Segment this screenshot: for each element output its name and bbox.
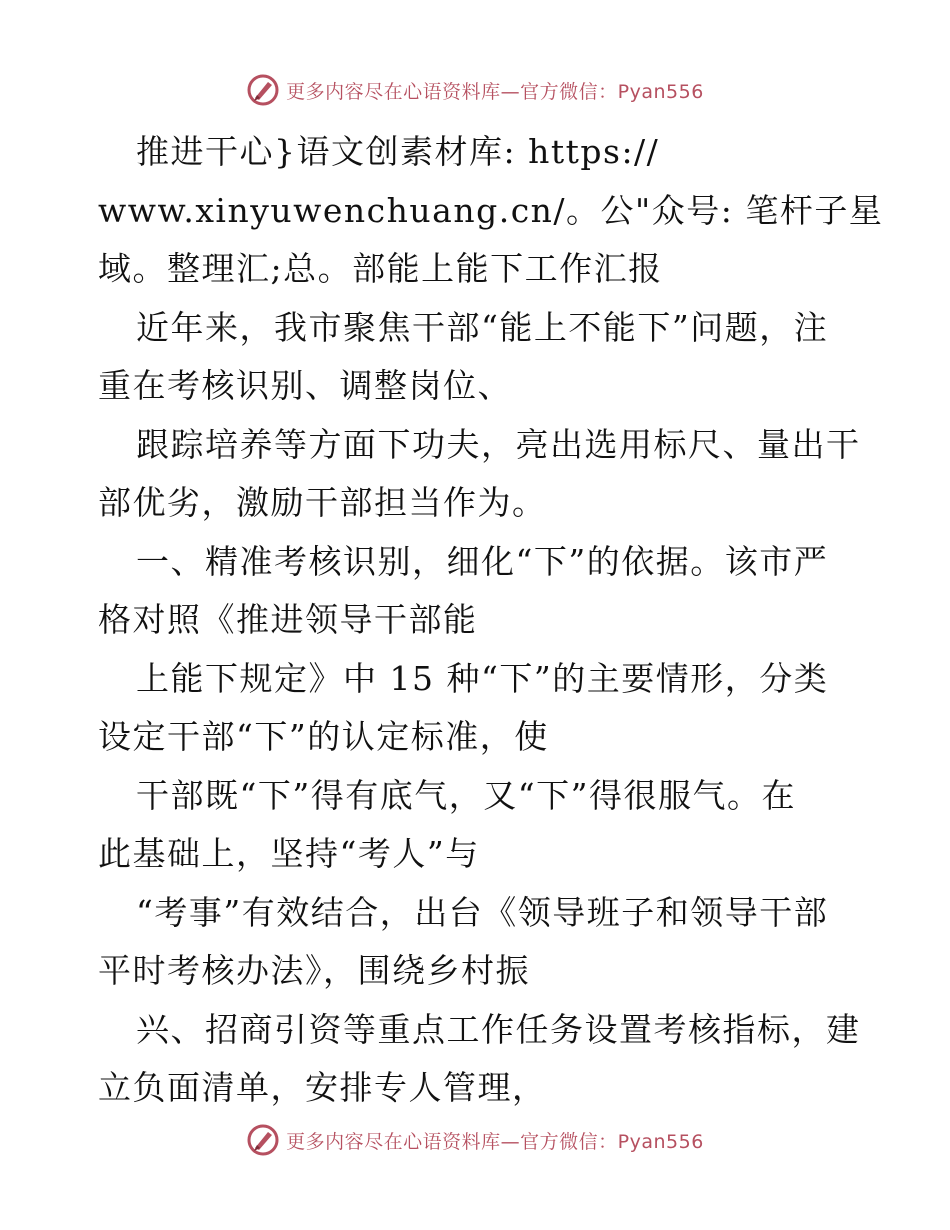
footer-banner xyxy=(0,1120,950,1160)
text-line: 此基础上，坚持“考人”与 xyxy=(98,834,480,873)
text-line: 上能下规定》中 15 种“下”的主要情形，分类 xyxy=(136,658,829,698)
text-line: 一、精准考核识别，细化“下”的依据。该市严 xyxy=(136,541,829,581)
text-line: 平时考核办法》，围绕乡村振 xyxy=(98,951,530,990)
text-line: 干部既“下”得有底气，又“下”得很服气。在 xyxy=(136,775,796,815)
text-line: 跟踪培养等方面下功夫，亮出选用标尺、量出干 xyxy=(136,424,861,464)
text-line: 重在考核识别、调整岗位、 xyxy=(98,366,512,405)
text-line: 近年来，我市聚焦干部“能上不能下”问题，注 xyxy=(136,307,829,347)
text-line: 部优劣，激励干部担当作为。 xyxy=(98,483,547,522)
text-line: 立负面清单，安排专人管理， xyxy=(98,1068,547,1107)
text-line: 格对照《推进领导干部能 xyxy=(98,600,478,639)
text-line: “考事”有效结合，出台《领导班子和领导干部 xyxy=(136,892,829,932)
banner-text: 更多内容尽在心语资料库—官方微信：Pyan556 xyxy=(286,1130,704,1153)
header-banner xyxy=(0,70,950,110)
text-line: 设定干部“下”的认定标准，使 xyxy=(98,717,549,756)
quill-pen-logo-icon xyxy=(246,1123,280,1157)
banner-text: 更多内容尽在心语资料库—官方微信：Pyan556 xyxy=(286,80,704,103)
text-line: 推进干心}语文创素材库: https:// xyxy=(136,132,660,171)
quill-pen-logo-icon xyxy=(246,73,280,107)
text-line: 域。整理汇;总。部能上能下工作汇报 xyxy=(98,249,663,288)
text-line: www.xinyuwenchuang.cn/。公"众号: 笔杆子星 xyxy=(98,190,884,230)
text-line: 兴、招商引资等重点工作任务设置考核指标，建 xyxy=(136,1009,861,1049)
document-body xyxy=(98,123,884,1118)
